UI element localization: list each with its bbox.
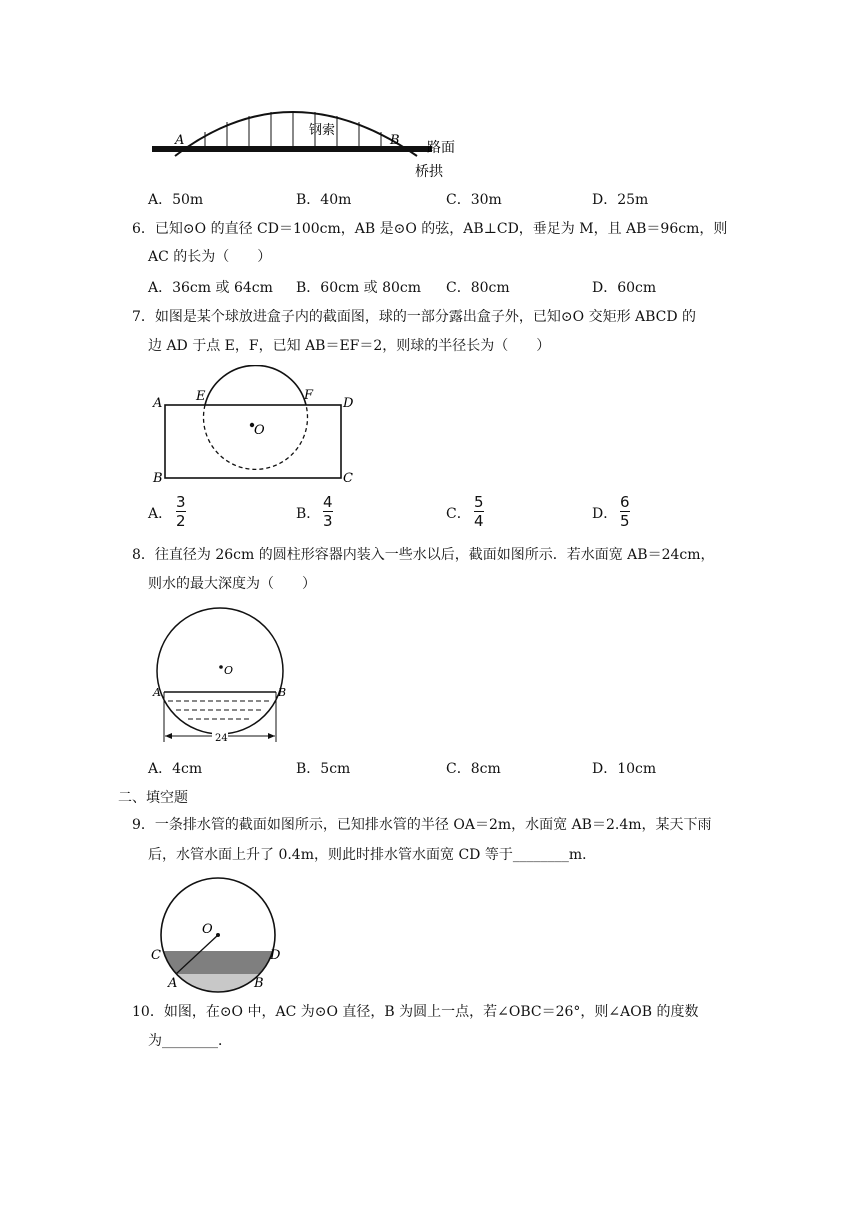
label-b: B	[278, 686, 287, 699]
q7-stem-line1: 7．如图是某个球放进盒子内的截面图，球的一部分露出盒子外，已知⊙O 交矩形 ABCD 的	[132, 309, 697, 325]
q7-option-b-label: B．	[296, 506, 321, 522]
bridge-label-arch: 桥拱	[415, 164, 443, 180]
q7-option-b-fraction: 4 3	[323, 493, 333, 530]
q7-stem-line2: 边 AD 于点 E，F，已知 AB＝EF＝2，则球的半径长为（ ）	[148, 338, 551, 354]
q5-option-a: A．50m	[148, 192, 204, 208]
q7-option-d-fraction: 6 5	[620, 493, 630, 530]
q7-option-d-label: D．	[592, 506, 618, 522]
label-b: B	[153, 471, 163, 486]
label-o: O	[224, 664, 234, 677]
q8-option-c: C．8cm	[446, 761, 501, 777]
q7-option-a-label: A．	[148, 506, 173, 522]
rectangle-abcd	[165, 405, 341, 478]
container-circle	[157, 608, 283, 734]
q9-stem-line2: 后，水管水面上升了 0.4m，则此时排水管水面宽 CD 等于________m．	[148, 847, 597, 863]
label-a: A	[153, 686, 161, 699]
label-o: O	[254, 423, 265, 438]
bridge-figure	[145, 98, 465, 182]
q6-stem-line2: AC 的长为（ ）	[148, 249, 272, 265]
q5-option-d: D．25m	[592, 192, 649, 208]
q7-option-c-label: C．	[446, 506, 471, 522]
q8-stem-line2: 则水的最大深度为（ ）	[148, 576, 316, 592]
q10-stem-line2: 为________．	[148, 1033, 232, 1049]
q8-option-d: D．10cm	[592, 761, 657, 777]
label-a: A	[153, 396, 163, 411]
q9-stem-line1: 9．一条排水管的截面如图所示，已知排水管的半径 OA＝2m，水面宽 AB＝2.4m，某天下雨	[132, 817, 712, 833]
q6-option-b: B．60cm 或 80cm	[296, 280, 422, 296]
bridge-label-road: 路面	[427, 140, 455, 156]
width-label: 24	[215, 733, 228, 744]
q7-option-c-fraction: 5 4	[474, 493, 484, 530]
q6-option-a: A．36cm 或 64cm	[148, 280, 273, 296]
center-point-o	[216, 933, 220, 937]
q10-stem-line1: 10．如图，在⊙O 中，AC 为⊙O 直径，B 为圆上一点，若∠OBC＝26°，则∠AOB 的度数	[132, 1004, 699, 1020]
cables	[205, 111, 381, 146]
water-dashes	[168, 701, 272, 719]
q8-option-b: B．5cm	[296, 761, 351, 777]
q7-option-a-fraction: 3 2	[176, 493, 186, 530]
label-f: F	[304, 388, 314, 403]
circle-arc-outside	[205, 365, 306, 405]
q8-stem-line1: 8．往直径为 26cm 的圆柱形容器内装入一些水以后，截面如图所示．若水面宽 AB＝24cm，	[132, 547, 715, 563]
label-a: A	[168, 976, 178, 991]
q8-figure	[148, 600, 298, 748]
q6-option-d: D．60cm	[592, 280, 657, 296]
section-title-fill-in: 二、填空题	[118, 790, 188, 806]
center-point-o	[219, 665, 223, 669]
q7-figure	[148, 365, 363, 487]
label-c: C	[151, 948, 161, 963]
bridge-label-cable: 钢索	[309, 123, 336, 138]
q6-option-c: C．80cm	[446, 280, 510, 296]
q5-option-c: C．30m	[446, 192, 502, 208]
q5-option-b: B．40m	[296, 192, 352, 208]
q6-stem-line1: 6．已知⊙O 的直径 CD＝100cm，AB 是⊙O 的弦，AB⊥CD，垂足为 M，且 AB＝96cm，则	[132, 221, 728, 237]
label-d: D	[270, 948, 281, 963]
label-c: C	[343, 471, 353, 486]
bridge-label-b: B	[390, 133, 400, 148]
label-o: O	[202, 922, 213, 937]
q8-option-a: A．4cm	[148, 761, 203, 777]
label-e: E	[196, 389, 206, 404]
label-d: D	[343, 396, 354, 411]
label-b: B	[254, 976, 264, 991]
bridge-label-a: A	[175, 133, 185, 148]
q9-figure	[148, 875, 298, 993]
